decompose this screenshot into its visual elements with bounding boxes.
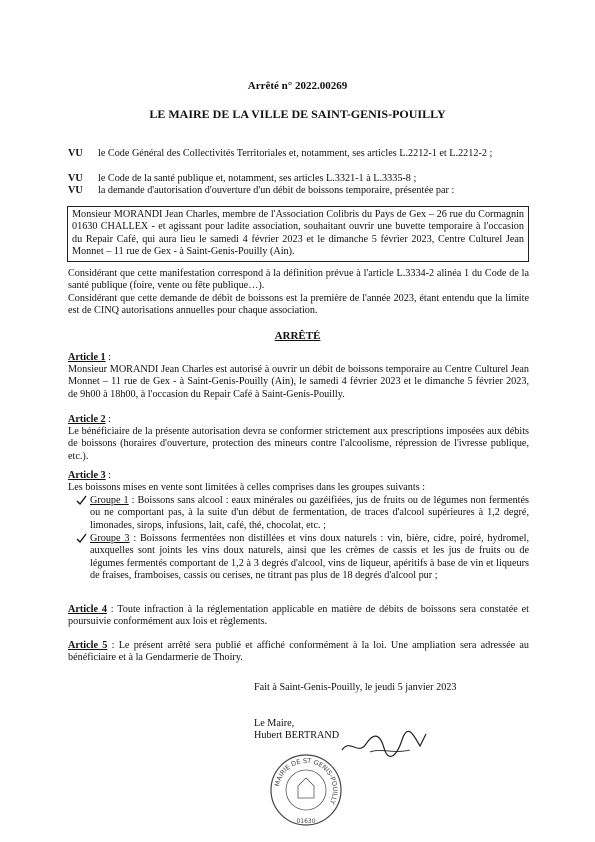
article-5-text: : Le présent arrêté sera publié et affiché conformément à la loi. Une ampliation sera adressée au bénéficiaire et à la Gendarmerie de Thoiry. bbox=[68, 640, 529, 664]
article-2-title: Article 2 bbox=[68, 414, 106, 425]
article-1-text: Monsieur MORANDI Jean Charles est autorisé à ouvrir un débit de boissons temporaire au Centre Culturel Jean Monnet – 11 rue de Gex - à Saint-Genis-Pouilly (Ain), le samedi 4 février 2023 et le dimanche 5 février 2023, de 9h00 à 18h00, à l'occasion du Repair Café à Saint-Genis-Pouilly. bbox=[68, 364, 529, 400]
group-3-text: : Boissons fermentées non distillées et vins doux naturels : vin, bière, cidre, poiré, hydromel, auxquelles sont joints les vins doux naturels, ainsi que les crèmes de cassis et les jus de fruits ou de légumes fermentés comportant de 1,2 à 3 degrés d'alcool, vins de liqueur, apéritifs à base de vin et liqueurs de fraises, framboises, cassis ou cerises, ne titrant pas plus de 18 degrés d'alcool pur ; bbox=[90, 533, 529, 582]
signatory-name: Hubert BERTRAND bbox=[254, 730, 340, 742]
article-3-title: Article 3 bbox=[68, 470, 106, 481]
fait-date: Fait à Saint-Genis-Pouilly, le jeudi 5 janvier 2023 bbox=[254, 682, 457, 693]
arrete-number: Arrêté n° 2022.00269 bbox=[247, 80, 348, 92]
article-1-title: Article 1 bbox=[68, 352, 106, 363]
vu-label: VU bbox=[68, 185, 83, 196]
vu-text: le Code Général des Collectivités Territoriales et, notamment, ses articles L.2212-1 et L.2212-2 ; bbox=[98, 148, 493, 159]
group-1-text: : Boissons sans alcool : eaux minérales ou gazéifiées, jus de fruits ou de légumes non fermentés ou ne comportant pas, à la suite d'un début de fermentation, de traces d'alcool supérieures à 1,2 degré, limonades, sirops, infusions, lait, café, thé, chocolat, etc. ; bbox=[90, 495, 530, 531]
vu-text: le Code de la santé publique et, notamment, ses articles L.3321-1 à L.3335-8 ; bbox=[98, 173, 417, 184]
article-4-title: Article 4 bbox=[68, 604, 107, 615]
article-3-heading bbox=[68, 470, 529, 482]
arrete-heading: ARRÊTÉ bbox=[274, 330, 321, 342]
article-5-title: Article 5 bbox=[68, 640, 108, 651]
article-4-text: : Toute infraction à la réglementation applicable en matière de débits de boissons sera constatée et poursuivie conformément aux lois et règlements. bbox=[68, 604, 529, 628]
applicant-box: Monsieur MORANDI Jean Charles, membre de l'Association Colibris du Pays de Gex – 26 rue du Cormagnin 01630 CHALLEX - et agissant pour ladite association, souhaitant ouvrir une buvette temporaire à l'occasion du Repair Café, qui aura lieu le samedi 4 février 2023 et le dimanche 5 février 2023, Centre Culturel Jean Monnet – 11 rue de Gex - à Saint-Genis-Pouilly (Ain). bbox=[67, 206, 529, 262]
checkmark-icon bbox=[76, 495, 88, 510]
article-2-text: Le bénéficiaire de la présente autorisation devra se conformer strictement aux prescriptions imposées aux débits de boissons (horaires d'ouverture, protection des mineurs contre l'alcoolisme, répression de l'ivresse publique, etc.). bbox=[68, 426, 529, 462]
maire-title: LE MAIRE DE LA VILLE DE SAINT-GENIS-POUILLY bbox=[149, 107, 446, 121]
group-1-label: Groupe 1 bbox=[90, 495, 129, 506]
article-1-colon: : bbox=[105, 352, 112, 363]
vu-item-3 bbox=[68, 185, 528, 197]
checkmark-icon bbox=[76, 533, 88, 548]
vu-item-1 bbox=[68, 148, 528, 160]
considerant-2: Considérant que cette demande de débit de boissons est la première de l'année 2023, étant entendu que la limite est de CINQ autorisations annuelles pour chaque association. bbox=[68, 293, 529, 317]
article-2-heading bbox=[68, 414, 529, 426]
handwritten-signature bbox=[340, 730, 430, 760]
article-1-heading bbox=[68, 352, 529, 364]
article-3-colon: : bbox=[105, 470, 112, 481]
le-maire-label: Le Maire, bbox=[254, 718, 295, 729]
article-3-intro: Les boissons mises en vente sont limitées à celles comprises dans les groupes suivants : bbox=[68, 482, 426, 493]
group-3-item bbox=[76, 533, 529, 583]
vu-text: la demande d'autorisation d'ouverture d'un débit de boissons temporaire, présentée par : bbox=[98, 185, 455, 196]
article-5 bbox=[68, 640, 529, 665]
vu-item-2 bbox=[68, 173, 528, 185]
article-4 bbox=[68, 604, 529, 629]
group-1-item bbox=[76, 495, 529, 532]
considerant-1: Considérant que cette manifestation correspond à la définition prévue à l'article L.3334-2 alinéa 1 du Code de la santé publique (foire, vente ou fête publique…). bbox=[68, 268, 529, 292]
seal-text: MAIRIE DE ST GENIS-POUILLY bbox=[273, 756, 340, 806]
article-2-colon: : bbox=[105, 414, 112, 425]
vu-label: VU bbox=[68, 148, 83, 159]
mairie-seal bbox=[268, 752, 344, 828]
group-3-label: Groupe 3 bbox=[90, 533, 130, 544]
seal-code: 01630 bbox=[296, 818, 316, 825]
vu-label: VU bbox=[68, 173, 83, 184]
